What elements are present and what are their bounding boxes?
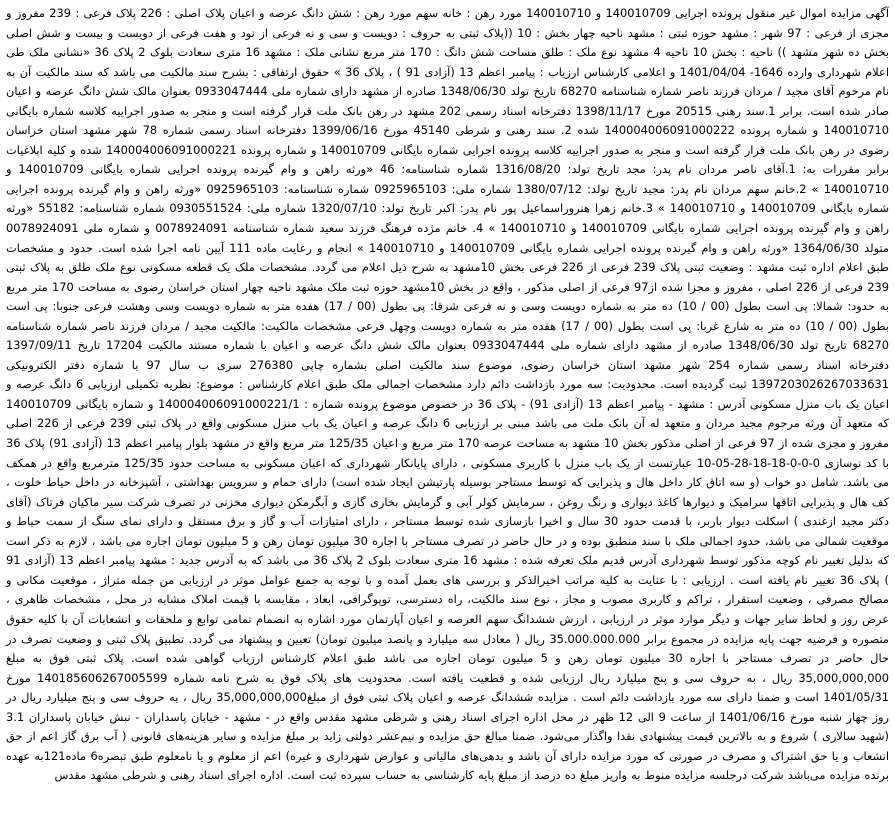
auction-notice-text: آگهی مزایده اموال غیر منقول پرونده اجرایی 140010709 و 140010710 مورد رهن : خانه سهم مورد رهن : شش دانگ عرصه و اعیان پلاک اصلی : 226 پلاک فرعی : 239 مفروز و مجزی از فرعی : 97 شهر : مشهد حوزه ثبتی : مشهد ناحیه چهار بخش : 10 ((پلاک ثبتی به حروف : دویست و سی و نه فرعی از نود و هفت فرعی از دویست و بیست و شش اصلی بخش ده شهر مشهد )) ناحیه : بخش 10 ناحیه 4 مشهد نوع ملک : طلق مساحت شش دانگ : 170 متر مربع نشانی ملک : مشهد 16 متری سعادت بلوک 2 پلاک 36 «نشانی ملک طی اعلام شهرداری وارده 1646- 1401/04/04 و اعلامی کارشناس ارزیاب : پیامبر اعظم 13 (آزادی 91 ) ، پلاک 36 » حقوق ارتفاقی : بشرح سند مالکیت می باشد که سند مالکیت آن به نام مرحوم آقای مجید / مردان فرزند ناصر شماره شناسنامه 68270 تاریخ تولد 1348/06/30 صادره از مشهد دارای شماره ملی 0933047444 بعنوان مالک شش دانگ عرصه و اعیان صادر شده است. برابر 1.سند رهنی 20515 مورخ 1398/11/17 دفترخانه اسناد رسمی 202 مشهد در رهن بانک ملت قرار گرفته است و منجر به صدور اجراییه کلاسه شماره بایگانی 140010710 و شماره پرونده 140004006091000222 شده 2. سند رهنی و شرطی 45140 مورخ 1399/06/16 دفترخانه اسناد رسمی شماره 78 شهر مشهد استان خراسان رضوی در رهن بانک ملت قرار گرفته است و منجر به صدور اجراییه کلاسه پرونده اجرایی شماره بایگانی 140010709 و شماره پرونده 140004006091000221 شده و کلیه ابلاغیات برابر مقررات به: 1.آقای ناصر مردان نام پدر: مجد تاریخ تولد: 1316/08/20 شماره شناسنامه: 46 «ورثه راهن و وام گیرنده پرونده اجرایی شماره بایگانی 140010709 و 140010710 » 2.خانم سهم مردان نام پدر: مجید تاریخ تولد: 1380/07/12 شماره ملی: 0925965103 شماره شناسنامه: 0925965103 «ورثه راهن و وام گیرنده پرونده اجرایی شماره بایگانی 140010709 و 140010710 » 3.خانم زهرا هنروراسماعیل پور نام پدر: اکبر تاریخ تولد: 1320/07/10 شماره ملی: 0930551524 شماره شناسنامه: 55182 «ورثه راهن و وام گیرنده پرونده اجرایی شماره بایگانی 140010709 و 140010710 » 4. خانم مژده فرهنگ فرزند سعید شماره شناسنامه 0078924091 و شماره ملی 0078924091 متولد 1364/06/30 «ورثه راهن و وام گیرنده پرونده اجرایی شماره بایگانی 140010709 و 140010710 » انجام و رعایت ماده 111 آیین نامه اجرا شده است. حدود و مشخصات طبق اعلام اداره ثبت مشهد : وضعیت ثبتی پلاک 239 فرعی از 226 فرعی بخش 10مشهد به شرح ذیل اعلام می گردد. مشخصات ملک یک قطعه مسکونی نوع ملک طلق به پلاک ثبتی 239 فرعی از 226 اصلی ، مفروز و مجزا شده از97 فرعی از اصلی مذکور ، واقع در بخش 10مشهد حوزه ثبت ملک مشهد ناحیه چهار استان خراسان رضوی به مساحت 170 متر مربع به حدود: شمالا: پی است بطول (00 / 10) ده متر به شماره دویست وسی و نه فرعی شرقا: پی بطول (00 / 17) هفده متر به شماره دویست وسی وهشت فرعی جنوبا: پی است بطول (00 / 10) ده متر به شارع غربا: پی است بطول (00 / 17) هفده متر به شماره دویست وچهل فرعی مشخصات مالکیت: مالکیت مجید / مردان فرزند ناصر شماره شناسنامه 68270 تاریخ تولد 1348/06/30 صادره از مشهد دارای شماره ملی 0933047444 بعنوان مالک شش دانگ عرصه و اعیان با شماره مستند مالکیت 17204 تاریخ 1397/09/11 دفترخانه اسناد رسمی شماره 254 شهر مشهد استان خراسان رضوی، موضوع سند مالکیت اصلی بشماره چاپی 276380 سری ب سال 97 با شماره دفتر الکترونیکی 139720302626703363​1 ثبت گردیده است. محدودیت: سه مورد بازداشت دائم دارد مشخصات اجمالی ملک طبق اعلام کارشناس : موضوع: نظریه تکمیلی ارزیابی 6 دانگ عرصه و اعیان یک باب منزل مسکونی آدرس : مشهد - پیامبر اعظم 13 (آزادی 91) - پلاک 36 در خصوص موضوع پرونده شماره : 140004006091000221/1 و شماره بایگانی 140010709 که متعهد آن ورثه مرحوم مجید مردان و متعهد له آن بانک ملت می باشد مبنی بر ارزیابی 6 دانگ عرصه و اعیان یک باب منزل مسکونی واقع در پلاک ثبتی 239 فرعی از 226 اصلی مفروز و مجزی شده از 97 فرعی از اصلی مذکور بخش 10 مشهد به مساحت عرصه 170 متر مربع و اعیان 125/35 متر مربع واقع در مشهد بلوار پیامبر اعظم 13 (آزادی 91) پلاک 36 با کد نوسازی 0-0-0-18-18-28-05-10 عبارتست از یک باب منزل با کاربری مسکونی ، دارای پایانکار شهرداری که اعیان مسکونی به مساحت حدود 125/35 مترمربع واقع در همکف می باشد. شامل دو خواب (و سه اتاق کار داخل هال و پذیرایی که توسط مستاجر بوسیله پارتیشن ایجاد شده است) دارای حمام و سرویس بهداشتی ، آشپزخانه در داخل حیاط خلوت ، کف هال و پذیرایی اتاقها سرامیک و دیوارها کاغذ دیواری و رنگ روغن ، سرمایش کولر آبی و گرمایش بخاری گازی و آبگرمکن دیواری مخزنی در تصرف شرکت سیر ماکیان فرتاک (آقای دکتر مجید ازغندی ) اسکلت دیوار باربر، با قدمت حدود 30 سال و اخیرا بازسازی شده توسط مستاجر ، دارای امتیازات آب و گاز و برق مستقل و دارای نمای سنگ از سمت حیاط و موقعیت شمالی می باشد، حدود اجمالی ملک با سند منطبق بوده و در حال حاضر در تصرف مستاجر با اجاره 30 میلیون تومان رهن و 5 میلیون تومان اجاره می باشد ، لازم به ذکر است که بدلیل تغییر نام کوچه مذکور توسط شهرداری آدرس قدیم ملک تعرفه شده : مشهد 16 متری سعادت بلوک 2 پلاک 36 می باشد که به آدرس جدید : مشهد پیامبر اعظم 13 (آزادی 91 ) پلاک 36 تغییر نام یافته است . ارزیابی : با عنایت به کلیه مراتب اخیرالذکر و بررسی های بعمل آمده و با توجه به جمیع عوامل موثر در ارزیابی من جمله متراژ ، موقعیت مکانی و مصالح مصرفی ، وضعیت استقرار ، تراکم و کاربری مصوب و مجاز ، نوع سند مالکیت، راه دسترسی، توپوگرافی، ابعاد ، مقایسه با قیمت املاک مشابه در محل ، مشخصات ظاهری ، عرض روز و لحاظ سایر جهات و دیگر موارد موثر در ارزیابی ، ارزش ششدانگ سهم العرصه و اعیان آپارتمان مورد اشاره به انضمام تمامی توابع و ملحقات و انشعابات آن با کلیه حقوق متصوره و فرضیه جهت پایه مزایده در مجموع برابر 35.000.000.000 ریال ( معادل سه میلیارد و پانصد میلیون تومان) تعیین و پیشنهاد می گردد. تطبیق پلاک ثبتی و وضعیت تصرف در حال حاضر در تصرف مستاجر با اجاره 30 میلیون تومان رهن و 5 میلیون تومان اجاره می باشد طبق اعلام کارشناس ارزیاب گواهی شده است. پلاک ثبتی فوق به مبلغ 35,000,000,000 ریال ، به حروف سی و پنج میلیارد ریال ارزیابی شده و قطعیت یافته است. محدودیت های پلاک فوق به شرح نامه شماره 140185606267005599 مورخ 1401/05/31 است و ضمنا دارای سه مورد بازداشت دائم است . مزایده ششدانگ عرصه و اعیان پلاک ثبتی فوق از مبلغ35,000,000,000 ریال ، به حروف سی و پنج میلیارد ریال در روز چهار شنبه مورخ 1401/06/16 از ساعت 9 الی 12 ظهر در محل اداره اجرای اسناد رهنی و شرطی مشهد مقدس واقع در - مشهد - خیابان پاسداران - نبش خیابان پاسداران 3.1 (شهید سالاری ) شروع و به بالاترین قیمت پیشنهادی نقدا واگذار می‌شود. ضمنا مبالغ حق مزایده و نیم‌عشر دولتی زاید بر مبلغ مزایده و سایر هزینه‌های قانونی ( آب برق گاز اعم از حق انشعاب و یا حق اشتراک و مصرف در صورتی که مورد مزایده دارای آن باشد و بدهی‌های مالیاتی و عوارض شهرداری و غیره) اعم از معلوم و یا نامعلوم طبق تبصره6 ماده121به عهده برنده مزایده می‌باشد شرکت درجلسه مزایده منوط به واریز مبلغ ده درصد از مبلغ پایه کارشناسی به حساب سپرده ثبت است. اداره اجرای اسناد رهنی و شرطی مشهد مقدس xyxy=(6,6,890,783)
